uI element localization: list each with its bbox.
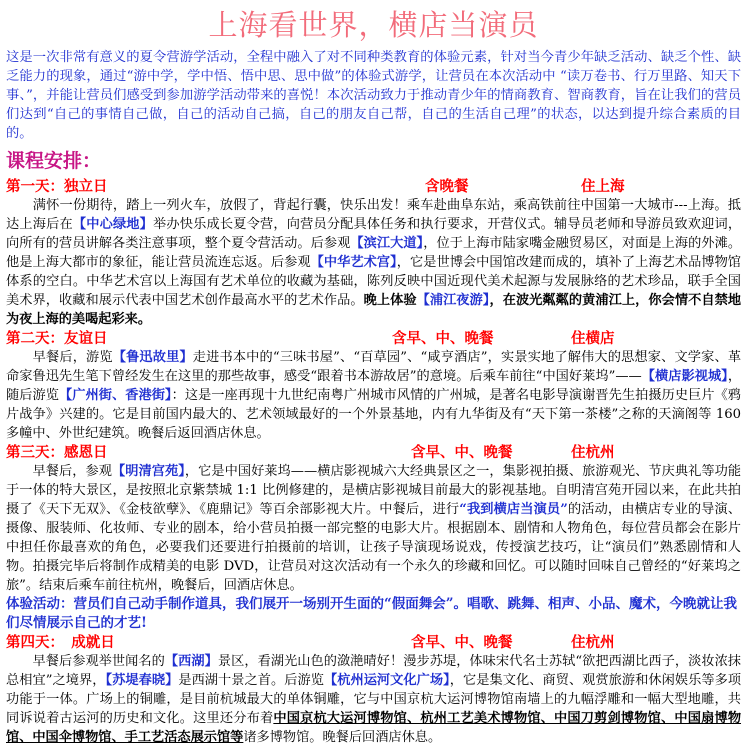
text-segment: ，它是中国好莱坞——横店影视城六大经典景区之一，集影视拍摄、旅游观光、节庆典礼等功能于一体的特大景区，是按照北京紫禁城 1:1 比例修建的，是横店影视城目前最大的影视基地。自明清宫苑开园以来，在此共拍摄了《天下无双》、《金枝欲孽》、《鹿鼎记》等百余部影视大片。中餐后，进行 bbox=[6, 464, 742, 517]
text-segment: 的活动，由横店专业的导演、摄像、服装师、化妆师、专业的剧本，给小营员拍摄一部完整的电影大片。根据剧本、剧情和人物角色，每位营员都会在影片中担任你最喜欢的角色，必要我们还要进行拍摄前的培训，让孩子导演现场说戏，传授演艺技巧，让“演员们”熟悉剧情和人物。拍摄完毕后将制作成精美的电影 DVD，让营员对这次活动有一个永久的珍藏和回忆。可以随时回味自己曾经的“好莱坞之旅”。结束后乘车前往杭州，晚餐后，回酒店休息。 bbox=[6, 502, 742, 593]
day-stay: 住杭州 bbox=[571, 634, 615, 651]
day-description bbox=[6, 196, 741, 329]
day-header bbox=[6, 443, 741, 462]
text-segment: 景区，看湖光山色的潋滟晴好！漫步苏堤，体味宋代名士苏轼“欲把西湖比西子，淡妆浓抹总相宜”之境界， bbox=[6, 654, 741, 688]
place-highlight: 【广州街、香港街】 bbox=[58, 388, 172, 403]
text-segment: ，它是世博会中国馆改建而成的，填补了上海艺术品博物馆体系的空白。中华艺术宫以上海国有艺术单位的收藏为基础，陈列反映中国近现代美术起源与发展脉络的艺术珍品，联手全国美术界，收藏和展示代表中国艺术创作最高水平的艺术作品。 bbox=[6, 255, 741, 308]
day-meals: 含晚餐 bbox=[425, 178, 469, 195]
day-label: 第三天：感恩日 bbox=[6, 444, 108, 461]
text-segment: 诸多博物馆。晚餐后回酒店休息。 bbox=[243, 730, 442, 745]
schedule-heading: 课程安排： bbox=[6, 150, 102, 172]
text-segment: ，在波光粼粼的黄浦江上，你会情不自禁地为夜上海的美喝起彩来。 bbox=[6, 293, 742, 327]
day-header bbox=[6, 329, 741, 348]
day-meals: 含早、中、晚餐 bbox=[392, 330, 494, 347]
day-meals: 含早、中、晚餐 bbox=[411, 634, 513, 651]
day-stay: 住上海 bbox=[581, 178, 625, 195]
text-segment: ，它是集文化、商贸、观赏旅游和休闲娱乐等多项功能于一体。广场上的铜雕，是目前杭城最大的单体铜雕，它与中国京杭大运河博物馆南墙上的九幅浮雕和一幅大型地雕，共同诉说着古运河的历史和文化。这里还分布着 bbox=[6, 673, 742, 726]
day-label: 第一天：独立日 bbox=[6, 178, 108, 195]
day-description bbox=[6, 348, 741, 443]
place-highlight: 【杭州运河文化广场】 bbox=[323, 673, 450, 688]
day-1 bbox=[6, 177, 741, 329]
day-header bbox=[6, 633, 741, 652]
text-segment: ，位于上海市陆家嘴金融贸易区，对面是上海的外滩。他是上海大都市的象征，能让营员流连忘返。后参观 bbox=[6, 236, 742, 270]
day-4 bbox=[6, 633, 741, 747]
text-segment: 走进书本中的“三味书屋”、“百草园”、“咸亨酒店”，实景实地了解伟大的思想家、文学家、革命家鲁迅先生笔下曾经发生在这里的那些故事，感受“跟着书本游故居”的意境。后乘车前往“中国好莱坞”—— bbox=[6, 350, 742, 384]
place-highlight: “我到横店当演员” bbox=[459, 502, 568, 517]
text-segment: 中国京杭大运河博物馆、杭州工艺美术博物馆、中国刀剪剑博物馆、中国扇博物馆、中国伞博物馆、手工艺活态展示馆等 bbox=[6, 711, 742, 745]
text-segment: 满怀一份期待，踏上一列火车，放假了，背起行囊，快乐出发！乘车赴曲阜东站，乘高铁前往中国第一大城市---上海。抵达上海后在 bbox=[6, 198, 741, 232]
intro-paragraph: 这是一次非常有意义的夏令营游学活动，全程中融入了对不同种类教育的体验元素，针对当今青少年缺乏活动、缺乏个性、缺乏能力的现象，通过“游中学，学中悟、悟中思、思中做”的体验式游学，让营员在本次活动中 “读万卷书、行万里路、知天下事、”，并能让营员们感受到参加游学活动带来的喜悦！本次活动致力于推动青少年的情商教育、智商教育，旨在让我们的营员们达到“自己的事情自己做，自己的活动自己搞，自己的朋友自己帮，自己的生活自己理”的状态，以达到提升综合素质的目的。 bbox=[6, 50, 741, 141]
place-highlight: 【横店影视城】 bbox=[641, 369, 728, 384]
day-label: 第二天：友谊日 bbox=[6, 330, 108, 347]
place-highlight: 【浦江夜游】 bbox=[416, 293, 490, 308]
place-highlight: 【鲁迅故里】 bbox=[112, 350, 193, 365]
page-title: 上海看世界，横店当演员 bbox=[208, 8, 539, 42]
day-3 bbox=[6, 443, 741, 595]
text-segment: 早餐后，参观 bbox=[6, 464, 112, 479]
day-stay: 住杭州 bbox=[571, 444, 615, 461]
day-2 bbox=[6, 329, 741, 443]
text-segment: 举办快乐成长夏令营，向营员分配具体任务和执行要求，开营仪式。辅导员老师和导游员致欢迎词，向所有的营员讲解各类注意事项，整个夏令营活动。后参观 bbox=[6, 217, 742, 251]
day-label: 第四天： 成就日 bbox=[6, 634, 115, 651]
place-highlight: 【中华艺术宫】 bbox=[310, 255, 397, 270]
text-segment: ，随后游览 bbox=[6, 369, 741, 403]
day-stay: 住横店 bbox=[571, 330, 615, 347]
place-highlight: 【西湖】 bbox=[164, 654, 218, 669]
place-highlight: 【滨江大道】 bbox=[350, 236, 424, 251]
text-segment: 晚上体验 bbox=[363, 293, 417, 308]
text-segment: ：这是一座再现十九世纪南粤广州城市风情的广州城，是著名电影导演谢晋先生拍摄历史巨片《鸦片战争》兴建的。它是目前国内最大的、艺术领域最好的一个外景基地，内有九华街及有“天下第一茶楼”之称的天滴阁等 160 多幢中、外世纪建筑。晚餐后返回酒店休息。 bbox=[6, 388, 741, 441]
place-highlight: 【明清宫苑】 bbox=[111, 464, 185, 479]
experience-activity: 体验活动：营员们自己动手制作道具，我们展开一场别开生面的“假面舞会”。唱歌、跳舞、相声、小品、魔术，今晚就让我们尽情展示自己的才艺! bbox=[6, 596, 738, 631]
text-segment: 早餐后参观举世闻名的 bbox=[6, 654, 165, 669]
day-description bbox=[6, 462, 741, 595]
text-segment: 是西湖十景之首。后游览 bbox=[178, 673, 324, 688]
place-highlight: 【苏堤春晓】 bbox=[105, 673, 179, 688]
day-meals: 含早、中、晚餐 bbox=[411, 444, 513, 461]
place-highlight: 【中心绿地】 bbox=[72, 217, 154, 232]
day-header bbox=[6, 177, 741, 196]
day-description bbox=[6, 652, 741, 747]
text-segment: 早餐后，游览 bbox=[6, 350, 113, 365]
